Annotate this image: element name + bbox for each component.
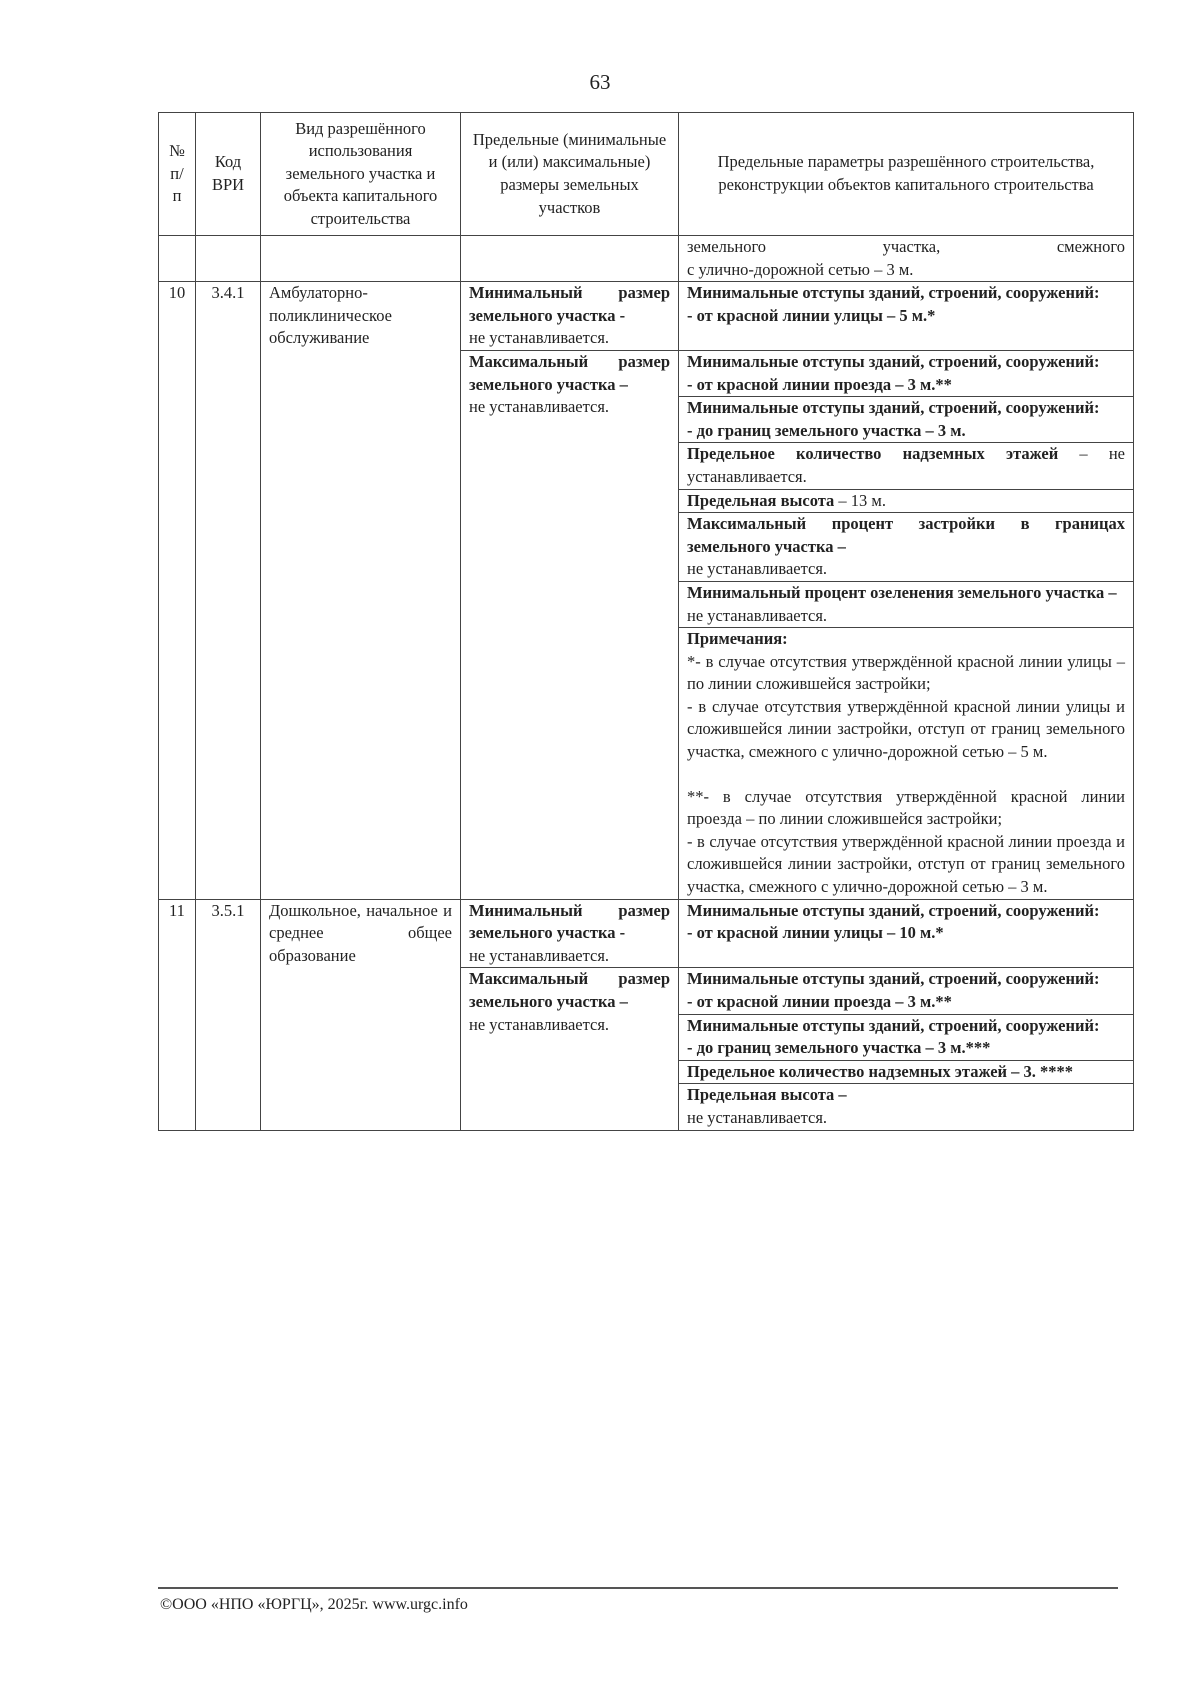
param-title: Предельная высота – bbox=[687, 1085, 847, 1105]
param-cell: Предельное количество надземных этажей – 3. **** bbox=[679, 1060, 1134, 1084]
max-size-cell bbox=[461, 968, 679, 1130]
param-cell bbox=[679, 350, 1134, 396]
note-text: - в случае отсутствия утверждённой красной линии улицы и сложившейся линии застройки, отступ от границ земельного участка, смежного с улично-дорожной сетью – 5 м. bbox=[687, 696, 1125, 762]
header-num: № п/п bbox=[159, 113, 196, 236]
param-title: Предельная высота bbox=[687, 490, 835, 510]
note-text: - в случае отсутствия утверждённой красной линии проезда и сложившейся линии застройки, отступ от границ земельного участка, смежного с улично-дорожной сетью – 3 м. bbox=[687, 831, 1125, 897]
param-value: - до границ земельного участка – 3 м. bbox=[687, 420, 966, 440]
param-title: Минимальные отступы зданий, строений, сооружений: bbox=[687, 398, 1100, 418]
max-size-value: не устанавливается. bbox=[469, 1014, 610, 1034]
table-row bbox=[159, 282, 1134, 351]
min-size-title: Минимальный размер земельного участка - bbox=[469, 900, 670, 943]
param-cell bbox=[679, 968, 1134, 1014]
note-text: *- в случае отсутствия утверждённой красной линии улицы – по линии сложившейся застройки; bbox=[687, 651, 1125, 694]
param-cell bbox=[679, 1084, 1134, 1130]
param-value: – 13 м. bbox=[834, 490, 886, 510]
continuation-line2: с улично-дорожной сетью – 3 м. bbox=[687, 259, 914, 279]
param-title: Минимальные отступы зданий, строений, сооружений: bbox=[687, 283, 1100, 303]
param-value: – не устанавливается. bbox=[687, 444, 1125, 486]
row-use: Дошкольное, начальное и среднее общее образование bbox=[261, 899, 461, 1130]
param-cell bbox=[679, 443, 1134, 489]
row-number: 10 bbox=[159, 282, 196, 899]
header-use: Вид разрешённого использования земельного участка и объекта капитального строительства bbox=[261, 113, 461, 236]
max-size-cell bbox=[461, 350, 679, 899]
param-value: - от красной линии проезда – 3 м.** bbox=[687, 992, 952, 1011]
footer-copyright: ©ООО «НПО «ЮРГЦ», 2025г. www.urgc.info bbox=[160, 1596, 468, 1613]
max-size-value: не устанавливается. bbox=[469, 397, 610, 417]
param-value: - от красной линии улицы – 10 м.* bbox=[687, 923, 944, 943]
param-cell bbox=[679, 581, 1134, 627]
header-params: Предельные параметры разрешённого строительства, реконструкции объектов капитального строительства bbox=[679, 113, 1134, 236]
param-cell bbox=[679, 489, 1134, 513]
row-code: 3.5.1 bbox=[196, 899, 261, 1130]
row-number: 11 bbox=[159, 899, 196, 1130]
note-text: **- в случае отсутствия утверждённой красной линии проезда – по линии сложившейся застройки; bbox=[687, 786, 1125, 829]
param-cell bbox=[679, 1014, 1134, 1060]
param-cell bbox=[679, 899, 1134, 968]
table-row bbox=[159, 899, 1134, 968]
param-value: - до границ земельного участка – 3 м.*** bbox=[687, 1038, 991, 1058]
param-title: Минимальные отступы зданий, строений, сооружений: bbox=[687, 900, 1100, 920]
table-row bbox=[159, 236, 1134, 282]
row-use: Амбулаторно-поликлиническое обслуживание bbox=[261, 282, 461, 899]
min-size-value: не устанавливается. bbox=[469, 945, 610, 965]
continuation-line1: земельного участка, смежного bbox=[687, 237, 1125, 256]
param-cell bbox=[679, 397, 1134, 443]
header-size: Предельные (минимальные и (или) максимальные) размеры земельных участков bbox=[461, 113, 679, 236]
param-title: Минимальные отступы зданий, строений, сооружений: bbox=[687, 969, 1100, 989]
min-size-cell bbox=[461, 282, 679, 351]
notes-title: Примечания: bbox=[687, 629, 788, 649]
max-size-title: Максимальный размер земельного участка – bbox=[469, 351, 670, 394]
param-value: не устанавливается. bbox=[687, 559, 828, 579]
min-size-cell bbox=[461, 899, 679, 968]
header-code: Код ВРИ bbox=[196, 113, 261, 236]
regulations-table bbox=[158, 112, 1134, 1131]
param-title: Минимальные отступы зданий, строений, сооружений: bbox=[687, 1015, 1100, 1035]
param-value: не устанавливается. bbox=[687, 1107, 828, 1127]
param-value: - от красной линии проезда – 3 м.** bbox=[687, 374, 952, 394]
notes-cell bbox=[679, 628, 1134, 900]
continuation-cell bbox=[679, 236, 1134, 282]
min-size-value: не устанавливается. bbox=[469, 328, 610, 348]
param-cell bbox=[679, 282, 1134, 351]
min-size-title: Минимальный размер земельного участка - bbox=[469, 283, 670, 325]
param-title: Максимальный процент застройки в границах земельного участка – bbox=[687, 514, 1125, 556]
footer-divider bbox=[158, 1587, 1118, 1589]
table-header-row bbox=[159, 113, 1134, 236]
page-number: 63 bbox=[589, 70, 611, 94]
param-title: Предельное количество надземных этажей bbox=[687, 444, 1059, 464]
param-value: не устанавливается. bbox=[687, 605, 828, 625]
max-size-title: Максимальный размер земельного участка – bbox=[469, 969, 670, 1011]
param-title: Минимальный процент озеленения земельного участка – bbox=[687, 582, 1117, 602]
param-cell bbox=[679, 513, 1134, 582]
row-code: 3.4.1 bbox=[196, 282, 261, 899]
param-value: - от красной линии улицы – 5 м.* bbox=[687, 305, 936, 325]
param-title: Минимальные отступы зданий, строений, сооружений: bbox=[687, 351, 1100, 371]
